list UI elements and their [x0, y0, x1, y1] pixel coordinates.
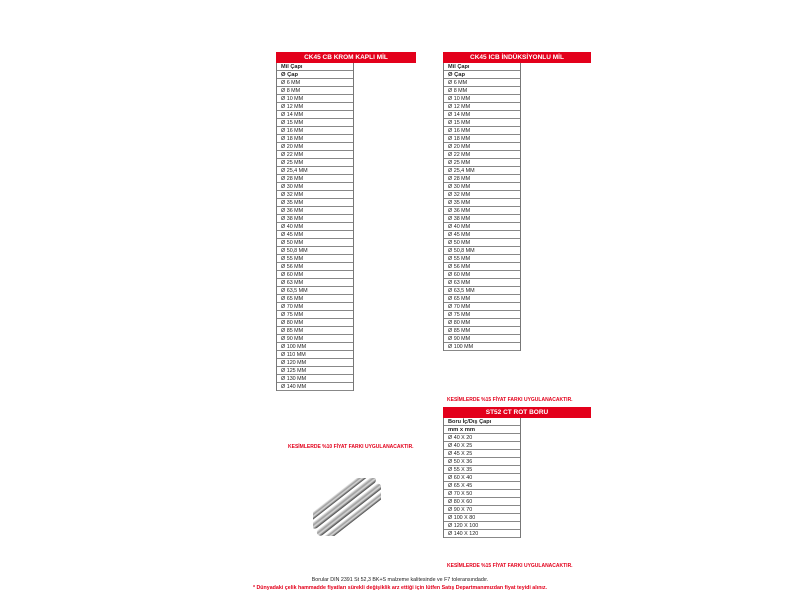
table2-rows: [444, 79, 520, 351]
table-row: Ø 85 MM: [444, 327, 520, 335]
table-row: Ø 90 X 70: [444, 506, 520, 514]
table-row: Ø 45 X 25: [444, 450, 520, 458]
table1-unit-label: Ø Çap: [277, 71, 353, 79]
table-row: Ø 110 MM: [277, 351, 353, 359]
table-row: Ø 8 MM: [277, 87, 353, 95]
table-row: Ø 63 MM: [277, 279, 353, 287]
table-row: Ø 70 MM: [277, 303, 353, 311]
table-row: Ø 30 MM: [444, 183, 520, 191]
table-row: Ø 45 MM: [444, 231, 520, 239]
table-row: Ø 70 MM: [444, 303, 520, 311]
table-row: Ø 15 MM: [444, 119, 520, 127]
table-row: Ø 65 X 45: [444, 482, 520, 490]
table3-title: ST52 CT ROT BORU: [443, 407, 591, 418]
table-row: Ø 40 X 25: [444, 442, 520, 450]
table2-unit-label: Ø Çap: [444, 71, 520, 79]
table-row: Ø 32 MM: [277, 191, 353, 199]
table-row: Ø 10 MM: [444, 95, 520, 103]
table3-unit-label: mm x mm: [444, 426, 520, 434]
table-row: Ø 50,8 MM: [277, 247, 353, 255]
table1-title: CK45 CB KROM KAPLI MİL: [276, 52, 416, 63]
table-row: Ø 55 MM: [277, 255, 353, 263]
table-row: Ø 25 MM: [444, 159, 520, 167]
table-row: Ø 30 MM: [277, 183, 353, 191]
table-row: Ø 22 MM: [277, 151, 353, 159]
table-row: Ø 40 MM: [444, 223, 520, 231]
table-row: Ø 14 MM: [444, 111, 520, 119]
table-row: Ø 28 MM: [277, 175, 353, 183]
table-row: Ø 15 MM: [277, 119, 353, 127]
table-row: Ø 55 X 35: [444, 466, 520, 474]
table-row: Ø 100 MM: [444, 343, 520, 351]
table-row: Ø 60 X 40: [444, 474, 520, 482]
table-row: Ø 36 MM: [444, 207, 520, 215]
table-row: Ø 12 MM: [277, 103, 353, 111]
table-row: Ø 63,5 MM: [444, 287, 520, 295]
table-row: Ø 45 MM: [277, 231, 353, 239]
table-row: Ø 14 MM: [277, 111, 353, 119]
table-row: Ø 130 MM: [277, 375, 353, 383]
table-row: Ø 100 X 80: [444, 514, 520, 522]
table-row: Ø 16 MM: [444, 127, 520, 135]
table-row: Ø 16 MM: [277, 127, 353, 135]
table-row: Ø 20 MM: [277, 143, 353, 151]
table-row: Ø 65 MM: [444, 295, 520, 303]
table-row: Ø 50 MM: [444, 239, 520, 247]
table-row: Ø 80 MM: [444, 319, 520, 327]
table-row: Ø 25,4 MM: [277, 167, 353, 175]
table-row: Ø 35 MM: [277, 199, 353, 207]
table2-sub-label: Mil Çapı: [444, 63, 520, 71]
table-row: Ø 70 X 50: [444, 490, 520, 498]
table-row: Ø 75 MM: [277, 311, 353, 319]
table-row: Ø 80 MM: [277, 319, 353, 327]
footer-tolerance-note: Borular DIN 2391 St 52,3 BK+S malzeme kalitesinde ve F7 toleransındadır.: [311, 577, 489, 583]
table-row: Ø 6 MM: [277, 79, 353, 87]
table-row: Ø 32 MM: [444, 191, 520, 199]
table-row: Ø 75 MM: [444, 311, 520, 319]
table-row: Ø 8 MM: [444, 87, 520, 95]
table-row: Ø 125 MM: [277, 367, 353, 375]
table-row: Ø 50 X 36: [444, 458, 520, 466]
table-row: Ø 60 MM: [444, 271, 520, 279]
table-row: Ø 120 MM: [277, 359, 353, 367]
table-row: Ø 56 MM: [277, 263, 353, 271]
table-row: Ø 65 MM: [277, 295, 353, 303]
induksiyonlu-mil-table: [443, 63, 521, 351]
rot-boru-table: [443, 418, 521, 538]
krom-kapli-mil-table: [276, 63, 354, 391]
table-row: Ø 63,5 MM: [277, 287, 353, 295]
table-row: Ø 25 MM: [277, 159, 353, 167]
table-row: Ø 80 X 60: [444, 498, 520, 506]
table-row: Ø 55 MM: [444, 255, 520, 263]
table3-note: KESİMLERDE %15 FİYAT FARKI UYGULANACAKTIR.: [447, 563, 573, 569]
table-row: Ø 36 MM: [277, 207, 353, 215]
table-row: Ø 22 MM: [444, 151, 520, 159]
table1-note: KESİMLERDE %10 FİYAT FARKI UYGULANACAKTIR.: [288, 444, 414, 450]
table-row: Ø 40 MM: [277, 223, 353, 231]
chrome-shafts-photo: [313, 478, 381, 536]
table1-sub-label: Mil Çapı: [277, 63, 353, 71]
table-row: Ø 12 MM: [444, 103, 520, 111]
table-row: Ø 120 X 100: [444, 522, 520, 530]
table-row: Ø 25,4 MM: [444, 167, 520, 175]
table-row: Ø 56 MM: [444, 263, 520, 271]
table3-rows: [444, 434, 520, 538]
table-row: Ø 35 MM: [444, 199, 520, 207]
table-row: Ø 100 MM: [277, 343, 353, 351]
table-row: Ø 90 MM: [444, 335, 520, 343]
table-row: Ø 38 MM: [277, 215, 353, 223]
table-row: Ø 18 MM: [277, 135, 353, 143]
table-row: Ø 28 MM: [444, 175, 520, 183]
table-row: Ø 50,8 MM: [444, 247, 520, 255]
footer-price-warning: * Dünyadaki çelik hammadde fiyatları sürekli değişiklik arz ettiği için lütfen Satış Departmanımızdan fiyat teyidi alınız.: [252, 585, 548, 591]
table-row: Ø 60 MM: [277, 271, 353, 279]
table-row: Ø 140 X 120: [444, 530, 520, 538]
table3-sub-label: Boru İç/Dış Çapı: [444, 418, 520, 426]
table-row: Ø 20 MM: [444, 143, 520, 151]
table-row: Ø 63 MM: [444, 279, 520, 287]
table-row: Ø 40 X 20: [444, 434, 520, 442]
table-row: Ø 6 MM: [444, 79, 520, 87]
table-row: Ø 50 MM: [277, 239, 353, 247]
table-row: Ø 140 MM: [277, 383, 353, 391]
table2-note: KESİMLERDE %15 FİYAT FARKI UYGULANACAKTIR.: [447, 397, 573, 403]
table2-title: CK45 ICB İNDÜKSİYONLU MİL: [443, 52, 591, 63]
table-row: Ø 90 MM: [277, 335, 353, 343]
table-row: Ø 18 MM: [444, 135, 520, 143]
table-row: Ø 10 MM: [277, 95, 353, 103]
table1-rows: [277, 79, 353, 391]
table-row: Ø 85 MM: [277, 327, 353, 335]
table-row: Ø 38 MM: [444, 215, 520, 223]
